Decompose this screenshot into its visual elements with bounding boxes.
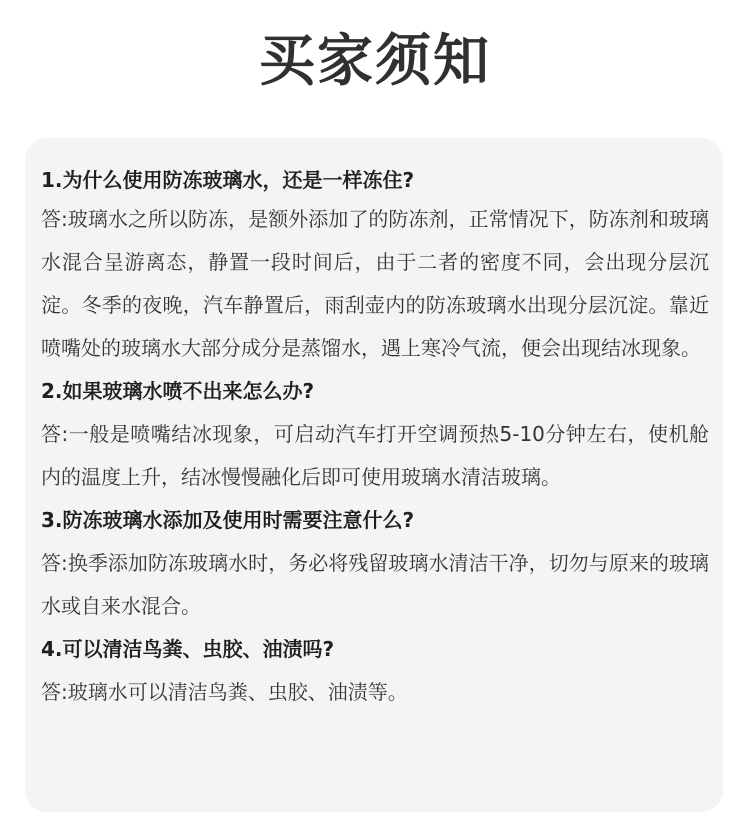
faq-question: 4.可以清洁鸟粪、虫胶、油渍吗? xyxy=(41,637,335,661)
faq-question: 1.为什么使用防冻玻璃水，还是一样冻住? xyxy=(41,168,415,192)
faq-question: 3.防冻玻璃水添加及使用时需要注意什么? xyxy=(41,508,415,532)
faq-answer: 答:玻璃水之所以防冻，是额外添加了的防冻剂，正常情况下，防冻剂和玻璃水混合呈游离态，静置一段时间后，由于二者的密度不同，会出现分层沉淀。冬季的夜晚，汽车静置后，雨刮壶内的防冻玻璃水出现分层沉淀。靠近喷嘴处的玻璃水大部分成分是蒸馏水，遇上寒冷气流，便会出现结冰现象。 xyxy=(41,207,709,360)
faq-card xyxy=(25,138,723,812)
faq-item xyxy=(41,164,709,370)
page-title: 买家须知 xyxy=(259,29,491,94)
faq-answer: 答:玻璃水可以清洁鸟粪、虫胶、油渍等。 xyxy=(41,680,408,704)
faq-item xyxy=(41,633,709,714)
faq-answer: 答:换季添加防冻玻璃水时，务必将残留玻璃水清洁干净，切勿与原来的玻璃水或自来水混合。 xyxy=(41,551,709,618)
faq-answer: 答:一般是喷嘴结冰现象，可启动汽车打开空调预热5-10分钟左右，使机舱内的温度上升，结冰慢慢融化后即可使用玻璃水清洁玻璃。 xyxy=(41,422,709,489)
faq-question: 2.如果玻璃水喷不出来怎么办? xyxy=(41,379,315,403)
faq-item xyxy=(41,375,709,499)
faq-item xyxy=(41,504,709,628)
